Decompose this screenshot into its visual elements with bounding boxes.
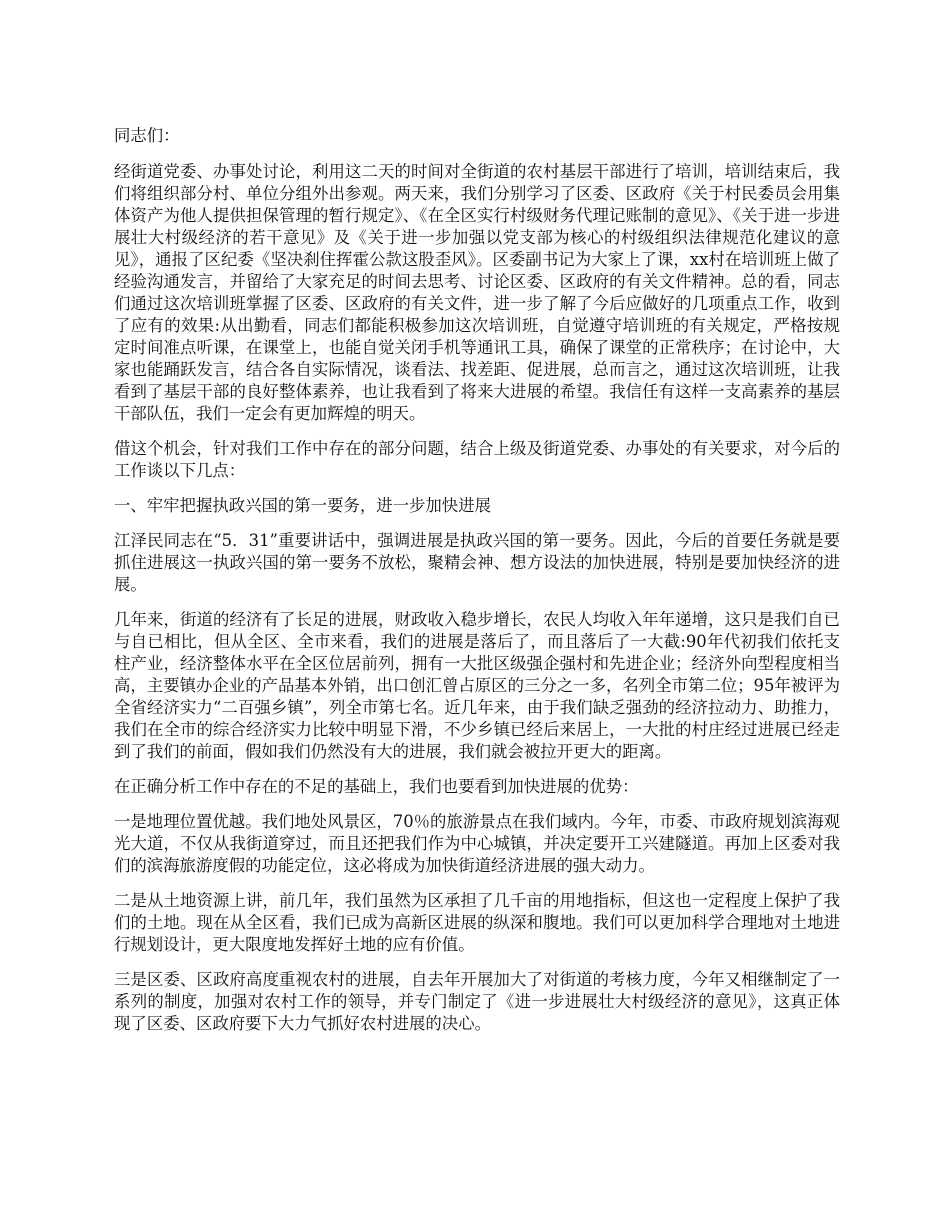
paragraph-economic-history: 几年来，街道的经济有了长足的进展，财政收入稳步增长，农民人均收入年年递增，这只是我们自已与自已相比，但从全区、全市来看，我们的进展是落后了，而且落后了一大截:90年代初我们依托支柱产业，经济整体水平在全区位居前列，拥有一大批区级强企强村和先进企业；经济外向型程度相当高，主要镇办企业的产品基本外销，出口创汇曾占原区的三分之一多，名列全市第二位；95年被评为全省经济实力“二百强乡镇”，列全市第七名。近几年来，由于我们缺乏强劲的经济拉动力、助推力，我们在全市的综合经济实力比较中明显下滑，不少乡镇已经后来居上，一大批的村庄经过进展已经走到了我们的前面，假如我们仍然没有大的进展，我们就会被拉开更大的距离。 bbox=[114, 610, 840, 761]
paragraph-training-summary: 经街道党委、办事处讨论，利用这二天的时间对全街道的农村基层干部进行了培训，培训结束后，我们将组织部分村、单位分组外出参观。两天来，我们分别学习了区委、区政府《关于村民委员会用集体资产为他人提供担保管理的暂行规定》、《在全区实行村级财务代理记账制的意见》、《关于进一步进展壮大村级经济的若干意见》及《关于进一步加强以党支部为核心的村级组织法律规范化建议的意见》，通报了区纪委《坚决刹住挥霍公款这股歪风》。区委副书记为大家上了课，xx村在培训班上做了经验沟通发言，并留给了大家充足的时间去思考、讨论区委、区政府的有关文件精神。总的看，同志们通过这次培训班掌握了区委、区政府的有关文件，进一步了解了今后应做好的几项重点工作，收到了应有的效果:从出勤看，同志们都能积极参加这次培训班，自觉遵守培训班的有关规定，严格按规定时间准点听课，在课堂上，也能自觉关闭手机等通讯工具，确保了课堂的正常秩序；在讨论中，大家也能踊跃发言，结合各自实际情况，谈看法、找差距、促进展，总而言之，通过这次培训班，让我看到了基层干部的良好整体素养，也让我看到了将来大进展的希望。我信任有这样一支高素养的基层干部队伍，我们一定会有更加辉煌的明天。 bbox=[114, 162, 840, 423]
paragraph-first-priority: 江泽民同志在“5．31”重要讲话中，强调进展是执政兴国的第一要务。因此，今后的首要任务就是要抓住进展这一执政兴国的第一要务不放松，聚精会神、想方设法的加快进展，特别是要加快经济的进展。 bbox=[114, 531, 840, 594]
document-body bbox=[114, 125, 840, 1048]
paragraph-advantage-location: 一是地理位置优越。我们地处风景区，70％的旅游景点在我们域内。今年，市委、市政府规划滨海观光大道，不仅从我街道穿过，而且还把我们作为中心城镇，并决定要开工兴建隧道。再加上区委对我们的滨海旅游度假的功能定位，这必将成为加快街道经济进展的强大动力。 bbox=[114, 812, 840, 875]
section-heading-1: 一、牢牢把握执政兴国的第一要务，进一步加快进展 bbox=[114, 496, 491, 515]
paragraph-advantages-intro: 在正确分析工作中存在的不足的基础上，我们也要看到加快进展的优势： bbox=[114, 777, 639, 796]
salutation: 同志们： bbox=[114, 126, 180, 145]
paragraph-advantage-policy: 三是区委、区政府高度重视农村的进展，自去年开展加大了对街道的考核力度，今年又相继制定了一系列的制度，加强对农村工作的领导，并专门制定了《进一步进展壮大村级经济的意见》，这真正体现了区委、区政府要下大力气抓好农村进展的决心。 bbox=[114, 970, 840, 1033]
paragraph-advantage-land: 二是从土地资源上讲，前几年，我们虽然为区承担了几千亩的用地指标，但这也一定程度上保护了我们的土地。现在从全区看，我们已成为高新区进展的纵深和腹地。我们可以更加科学合理地对土地进行规划设计，更大限度地发挥好土地的应有价值。 bbox=[114, 891, 840, 954]
paragraph-intro-points: 借这个机会，针对我们工作中存在的部分问题，结合上级及街道党委、办事处的有关要求，对今后的工作谈以下几点： bbox=[114, 439, 840, 480]
